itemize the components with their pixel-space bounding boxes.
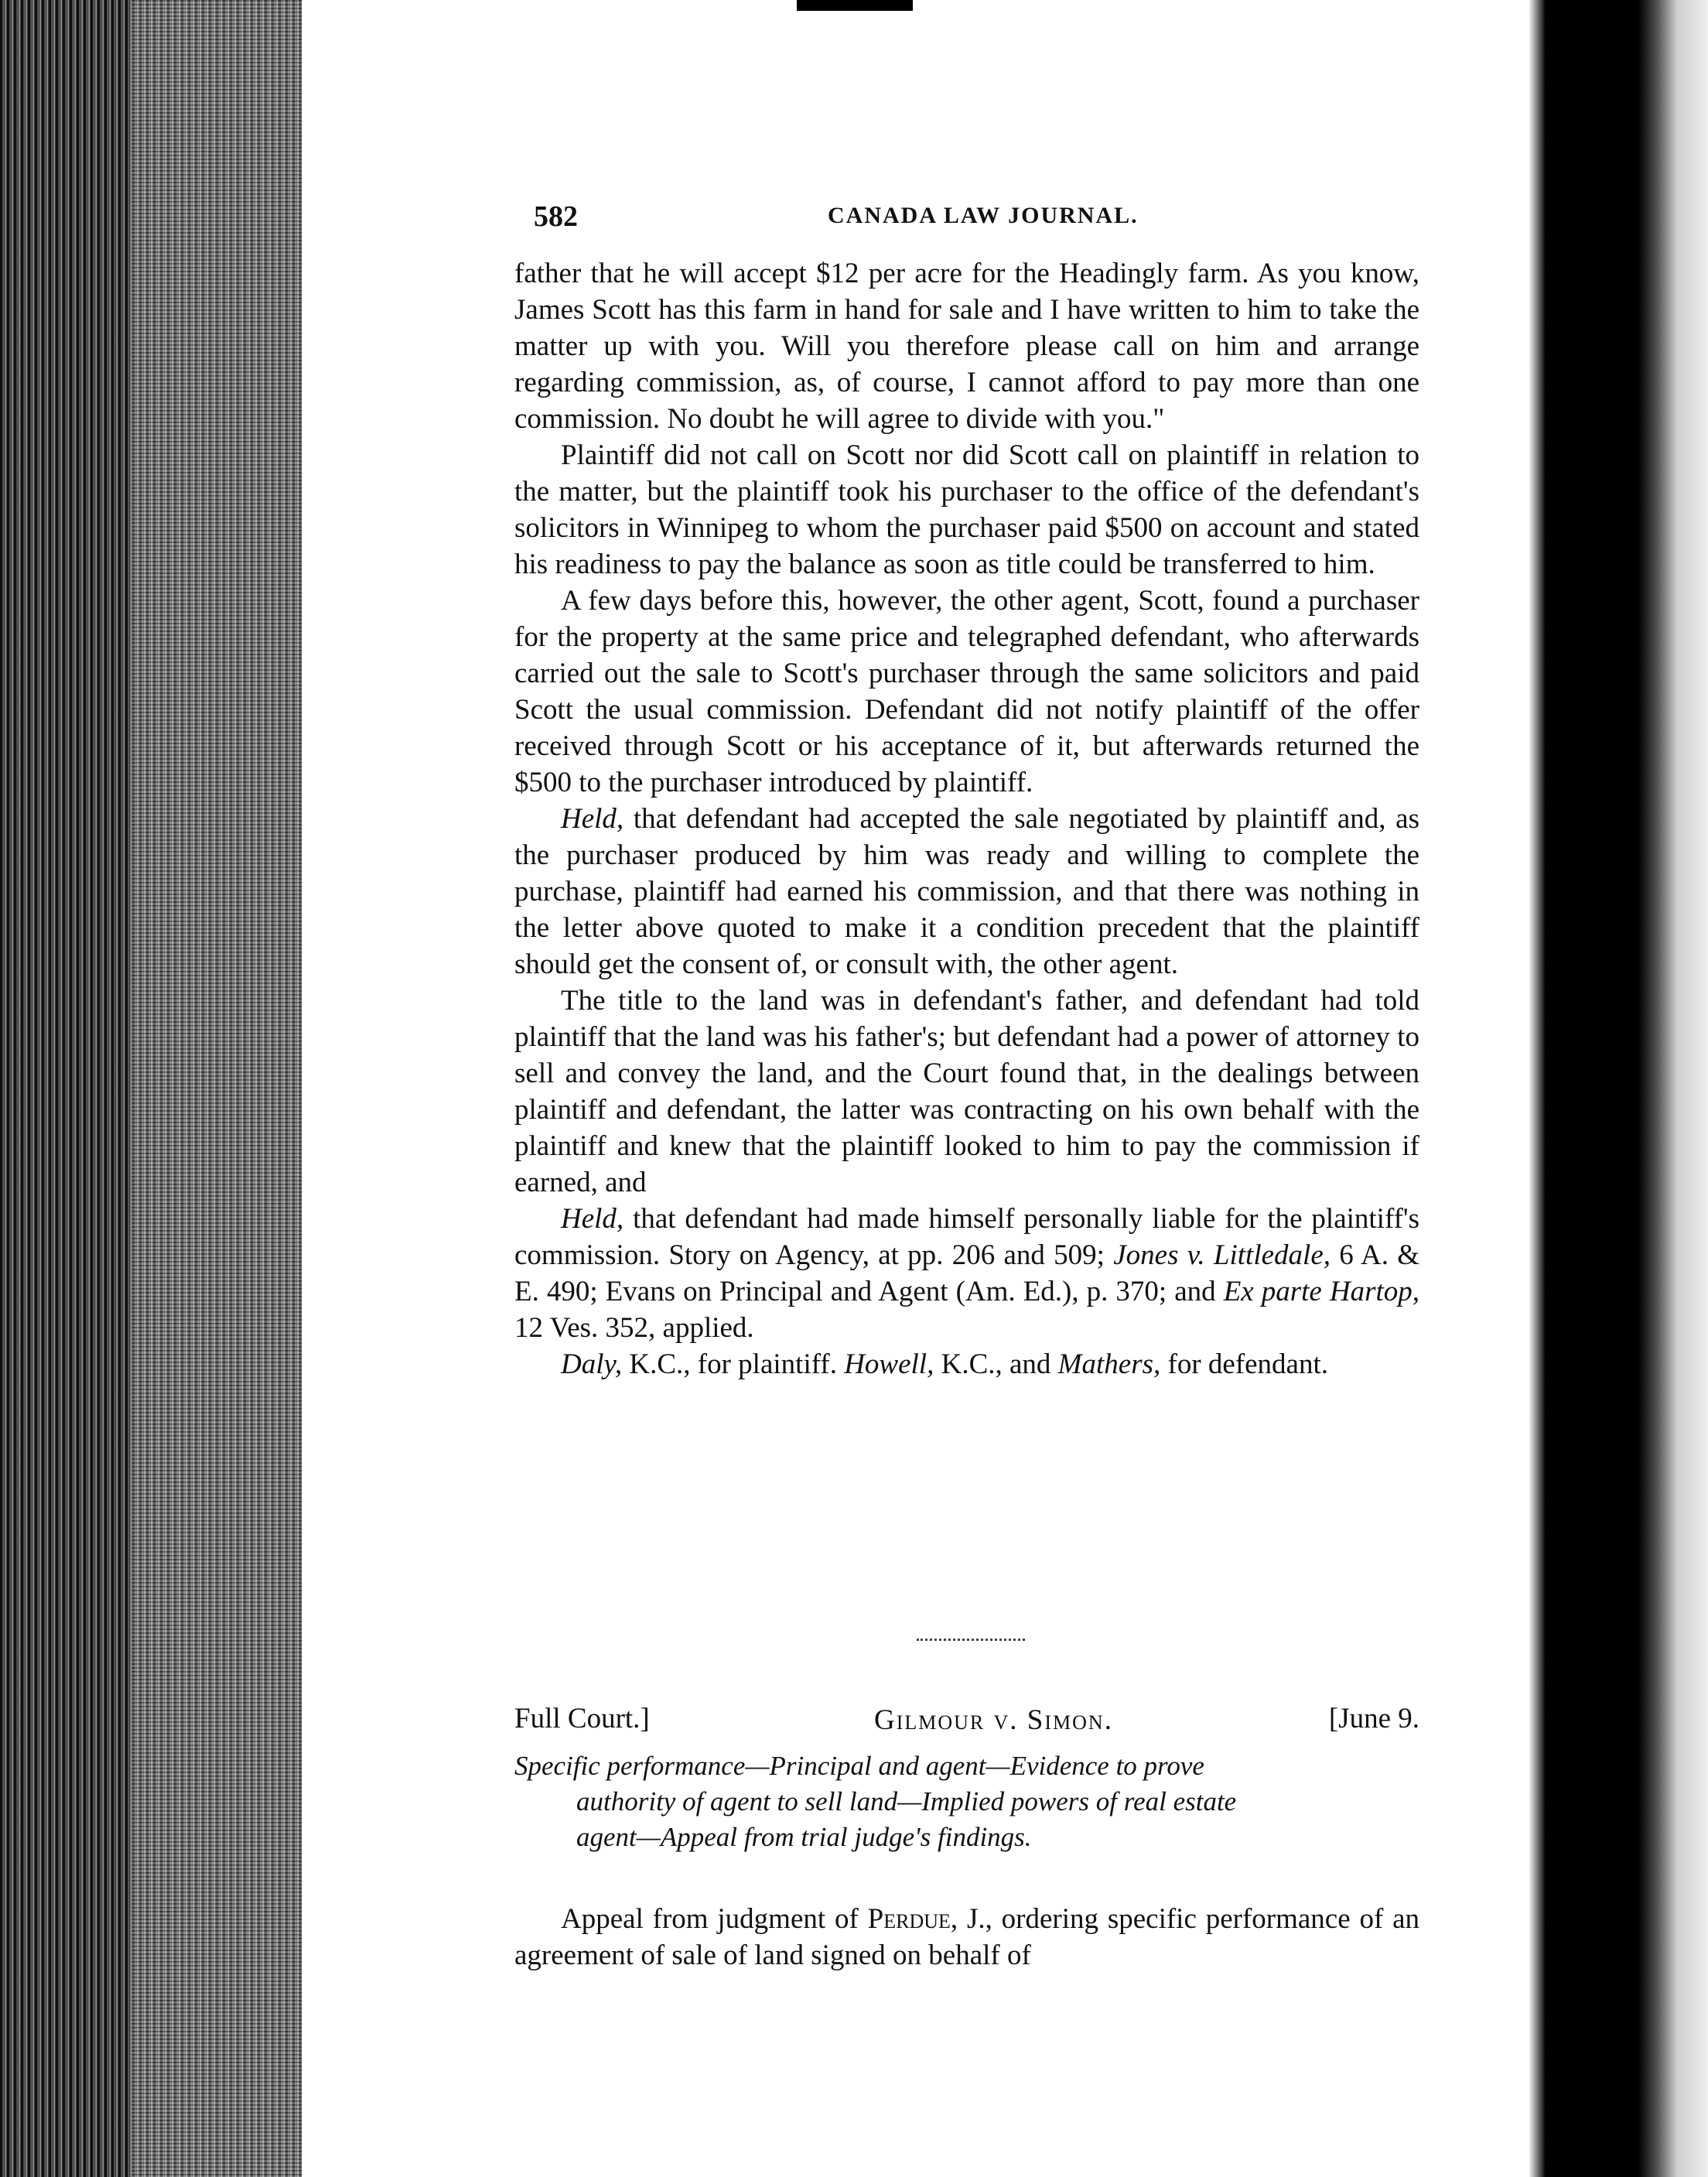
headnote-line-2: authority of agent to sell land—Implied powers of real estate: [576, 1786, 1237, 1816]
appeal-rest: ordering specific performance of an agreement of sale of land signed on behalf of: [514, 1903, 1420, 1971]
page-header: [534, 200, 1423, 238]
book-right-edge: [1522, 0, 1708, 2177]
section-divider: [917, 1639, 1025, 1644]
counsel-mathers: Mathers,: [1057, 1348, 1161, 1380]
case-title-line: [514, 1702, 1419, 1741]
counsel-mathers-rest: for defendant.: [1167, 1348, 1329, 1380]
held-2-text: that defendant had made himself personally liable for the plaintiff's commission. Story on Agency, at pp. 206 and 509;: [514, 1203, 1419, 1271]
counsel-howell-rest: K.C., and: [941, 1348, 1051, 1380]
headnote-line-3: agent—Appeal from trial judge's findings.: [576, 1822, 1032, 1852]
appeal-judge: Perdue, J.,: [867, 1903, 992, 1935]
book-page: [306, 0, 1520, 2177]
cite-jones: Jones v. Littledale,: [1113, 1239, 1331, 1271]
appeal-lead: Appeal from judgment of: [561, 1903, 859, 1935]
paragraph-held-1: [514, 801, 1419, 983]
headnote: [514, 1748, 1419, 1855]
held-2-label: Held,: [561, 1203, 624, 1235]
cite-ex-parte-rest: 12 Ves. 352, applied.: [514, 1312, 754, 1344]
case-name: Gilmour v. Simon.: [874, 1704, 1113, 1736]
paragraph-letter-quote: father that he will accept $12 per acre for the Headingly farm. As you know, James Scott has this farm in hand for sale and I have written to him to take the matter up with you. Will you therefore please call on him and arrange regarding commission, as, of course, I cannot afford to pay more than one commission. No doubt he will agree to divide with you.": [514, 258, 1419, 435]
paragraph-other-agent: A few days before this, however, the other agent, Scott, found a purchaser for the property at the same price and telegraphed defendant, who afterwards carried out the sale to Scott's purchaser through the same solicitors and paid Scott the usual commission. Defendant did not notify plaintiff of the offer received through Scott or his acceptance of it, but afterwards returned the $500 to the purchaser introduced by plaintiff.: [514, 585, 1419, 798]
paragraph-plaintiff-visit: Plaintiff did not call on Scott nor did Scott call on plaintiff in relation to the matter, but the plaintiff took his purchaser to the office of the defendant's solicitors in Winnipeg to whom the purchaser paid $500 on account and stated his readiness to pay the balance as soon as title could be transferred to him.: [514, 439, 1419, 580]
counsel-daly-rest: K.C., for plaintiff.: [629, 1348, 837, 1380]
case-date: [June 9.: [1328, 1703, 1419, 1734]
page-number: 582: [534, 200, 578, 233]
paragraph-counsel: [514, 1346, 1419, 1382]
counsel-howell: Howell,: [844, 1348, 934, 1380]
book-spine-edge: [0, 0, 302, 2177]
paragraph-held-2: [514, 1201, 1419, 1346]
held-1-text: that defendant had accepted the sale negotiated by plaintiff and, as the purchaser produced by him was ready and willing to complete the purchase, plaintiff had earned his commission, and that there was nothing in the letter above quoted to make it a condition precedent that the plaintiff should get the consent of, or consult with, the other agent.: [514, 803, 1419, 980]
paragraph-title-land: The title to the land was in defendant's father, and defendant had told plaintiff that the land was his father's; but defendant had a power of attorney to sell and convey the land, and the Court found that, in the dealings between plaintiff and defendant, the latter was contracting on his own behalf with the plaintiff and knew that the plaintiff looked to him to pay the commission if earned, and: [514, 985, 1419, 1198]
body-text: [514, 255, 1419, 1382]
cite-ex-parte: Ex parte Hartop,: [1223, 1276, 1420, 1307]
counsel-daly: Daly,: [561, 1348, 623, 1380]
running-head: CANADA LAW JOURNAL.: [828, 203, 1139, 228]
case-court: Full Court.]: [514, 1703, 650, 1734]
headnote-line-1: Specific performance—Principal and agent—Evidence to prove: [514, 1751, 1204, 1781]
cite-jones-rest: 6 A. & E. 490; Evans on Principal and Agent (Am. Ed.), p. 370; and: [514, 1239, 1420, 1307]
appeal-paragraph: [514, 1901, 1419, 1974]
held-label: Held,: [561, 803, 624, 835]
